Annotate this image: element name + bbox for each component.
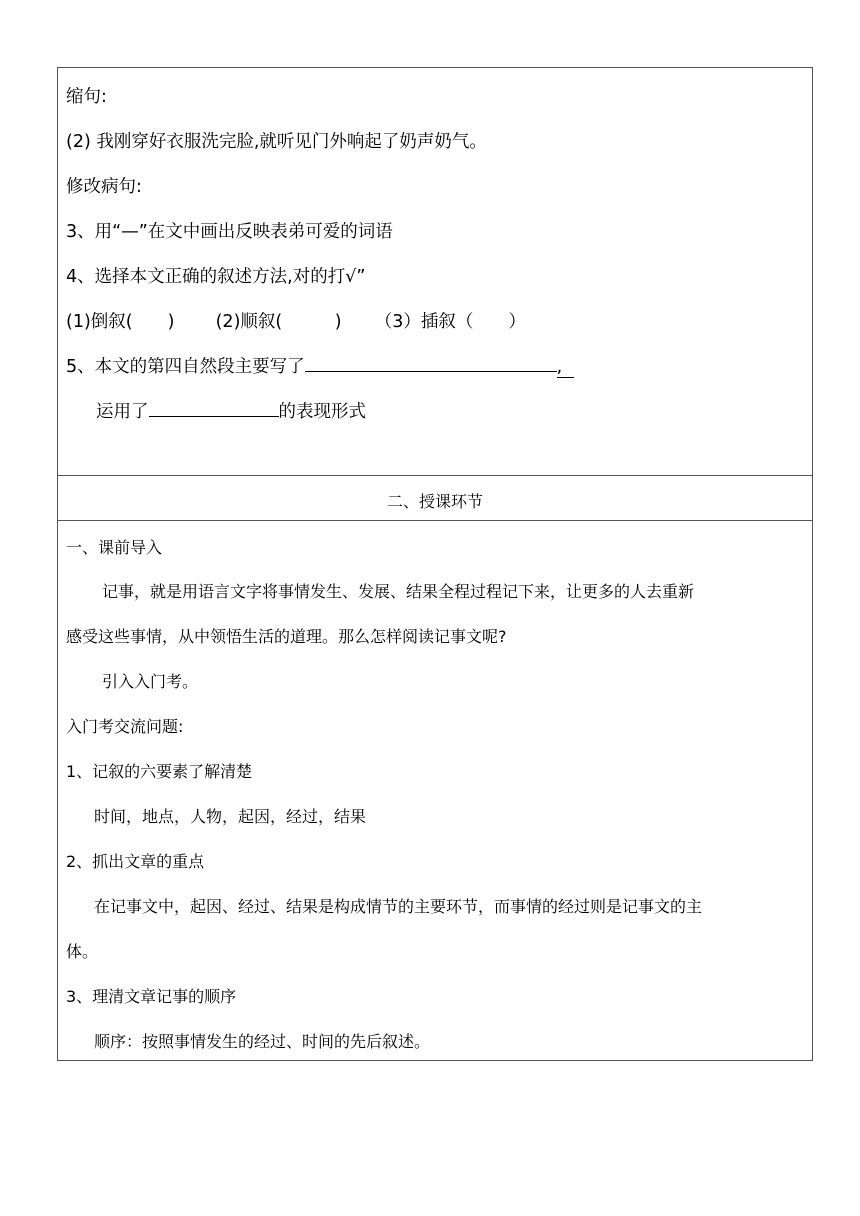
question-5-prefix: 5、本文的第四自然段主要写了 [66, 357, 305, 377]
worksheet-table [57, 67, 813, 1061]
item-3-detail: 顺序：按照事情发生的经过、时间的先后叙述。 [94, 1032, 431, 1051]
fix-sentence-label: 修改病句: [66, 177, 142, 197]
section-header-title: 二、授课环节 [386, 492, 483, 511]
option-chronological[interactable]: (2)顺叙( ) [215, 312, 342, 332]
section-header-row [58, 476, 812, 521]
intro-heading: 一、课前导入 [66, 538, 163, 557]
question-4-options [66, 308, 526, 333]
item-1-detail: 时间，地点，人物，起因，经过，结果 [94, 807, 367, 826]
teaching-section [58, 521, 812, 1060]
item-1: 1、记叙的六要素了解清楚 [66, 762, 253, 781]
exchange-heading: 入门考交流问题: [66, 717, 184, 736]
question-5-comma: , [557, 357, 575, 378]
condense-label: 缩句: [66, 87, 107, 107]
option-interjection[interactable]: （3）插叙（ ） [374, 312, 526, 332]
question-3: 3、用“—”在文中画出反映表弟可爱的词语 [66, 222, 393, 242]
question-5-line2-suffix: 的表现形式 [278, 402, 366, 422]
question-5 [66, 353, 574, 378]
lead-in-text: 引入入门考。 [102, 672, 199, 691]
question-4: 4、选择本文正确的叙述方法,对的打√” [66, 267, 366, 287]
option-flashback[interactable]: (1)倒叙( ) [66, 312, 175, 332]
question-5-line2-prefix: 运用了 [96, 402, 149, 422]
item-3: 3、理清文章记事的顺序 [66, 987, 237, 1006]
answer-blank-form[interactable] [149, 398, 279, 417]
question-2-sentence: (2) 我刚穿好衣服洗完脸,就听见门外响起了奶声奶气。 [66, 132, 487, 152]
answer-blank-main-content[interactable] [305, 353, 557, 372]
exercise-section [58, 68, 812, 476]
intro-paragraph-line-2: 感受这些事情，从中领悟生活的道理。那么怎样阅读记事文呢? [66, 627, 507, 646]
item-2-detail-line-1: 在记事文中，起因、经过、结果是构成情节的主要环节，而事情的经过则是记事文的主 [94, 897, 703, 916]
question-5-line-2 [96, 398, 366, 423]
item-2: 2、抓出文章的重点 [66, 852, 205, 871]
intro-paragraph-line-1: 记事，就是用语言文字将事情发生、发展、结果全程过程记下来，让更多的人去重新 [102, 582, 695, 601]
item-2-detail-line-2: 体。 [66, 942, 99, 961]
